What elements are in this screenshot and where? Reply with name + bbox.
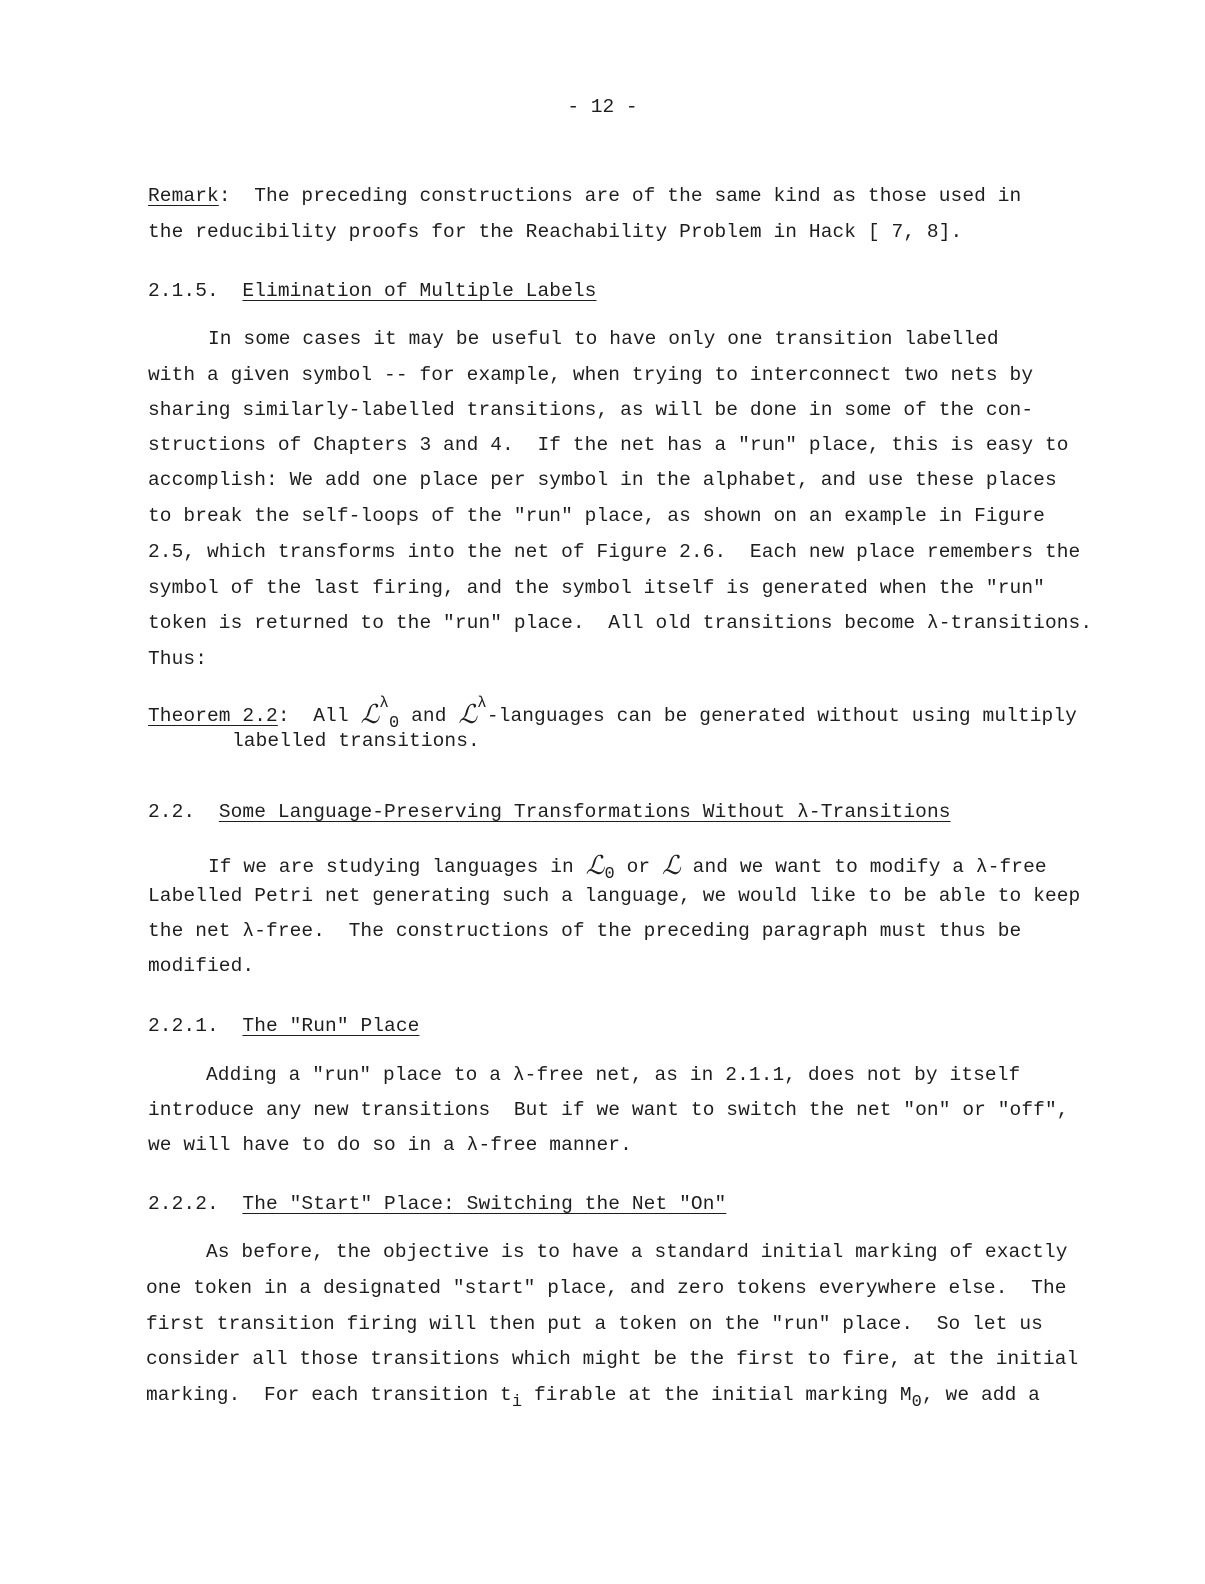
paragraph-line: symbol of the last firing, and the symbol itself is generated when the "run" [148, 577, 1045, 599]
paragraph-line: modified. [148, 955, 255, 977]
section-title: The "Start" Place: Switching the Net "On" [242, 1193, 727, 1215]
section-title: Elimination of Multiple Labels [242, 280, 597, 302]
paragraph-text: or [614, 856, 663, 878]
paragraph-line: Labelled Petri net generating such a language, we would like to be able to keep [148, 885, 1081, 907]
remark-line-1 [148, 185, 1021, 207]
paragraph-line: with a given symbol -- for example, when trying to interconnect two nets by [148, 364, 1034, 386]
paragraph-line: sharing similarly-labelled transitions, as will be done in some of the con- [148, 399, 1034, 421]
paragraph-line: Adding a "run" place to a λ-free net, as in 2.1.1, does not by itself [206, 1064, 1021, 1086]
page-number: - 12 - [567, 96, 638, 118]
section-number: 2.1.5. [148, 280, 219, 302]
section-number: 2.2. [148, 801, 196, 823]
section-title: Some Language-Preserving Transformations Without λ-Transitions [218, 801, 951, 823]
paragraph-line: to break the self-loops of the "run" place, as shown on an example in Figure [148, 505, 1045, 527]
remark-text-1: : The preceding constructions are of the same kind as those used in [218, 185, 1022, 207]
theorem-text: : All [277, 705, 361, 727]
theorem-line-2: labelled transitions. [232, 730, 480, 752]
lambda-superscript: λ [379, 694, 389, 712]
paragraph-text: firable at the initial marking M [522, 1384, 912, 1406]
theorem-text: and [399, 705, 459, 727]
script-l-symbol: ℒ [458, 700, 478, 730]
heading-2-2-2 [148, 1193, 726, 1215]
paragraph-text: If we are studying languages in [208, 856, 586, 878]
paragraph-line: we will have to do so in a λ-free manner. [148, 1134, 632, 1156]
paragraph-line: In some cases it may be useful to have only one transition labelled [208, 328, 999, 350]
paragraph-line: Thus: [148, 648, 208, 670]
paragraph-line [208, 849, 1047, 884]
script-l-symbol: ℒ [360, 700, 380, 730]
script-l-symbol: ℒ [662, 851, 681, 881]
heading-2-1-5 [148, 280, 596, 302]
heading-2-2-1 [148, 1015, 419, 1037]
paragraph-line: 2.5, which transforms into the net of Figure 2.6. Each new place remembers the [148, 541, 1081, 563]
paragraph-line [146, 1384, 1040, 1412]
paragraph-line: structions of Chapters 3 and 4. If the net has a "run" place, this is easy to [148, 434, 1069, 456]
paragraph-line: As before, the objective is to have a standard initial marking of exactly [206, 1241, 1068, 1263]
paragraph-line: accomplish: We add one place per symbol in the alphabet, and use these places [148, 469, 1057, 491]
i-subscript: i [511, 1393, 523, 1412]
paragraph-text: marking. For each transition t [146, 1384, 512, 1406]
paragraph-line: token is returned to the "run" place. All old transitions become λ-transitions. [148, 612, 1093, 634]
paragraph-line: introduce any new transitions But if we want to switch the net "on" or "off", [148, 1099, 1069, 1121]
theorem-line-1 [148, 694, 1077, 733]
section-number: 2.2.1. [148, 1015, 219, 1037]
zero-subscript: 0 [604, 865, 615, 884]
remark-label: Remark [148, 185, 219, 207]
heading-2-2 [148, 801, 951, 823]
paragraph-line: the net λ-free. The constructions of the preceding paragraph must thus be [148, 920, 1022, 942]
section-title: The "Run" Place [242, 1015, 420, 1037]
theorem-label: Theorem 2.2 [148, 705, 278, 727]
paragraph-text: , we add a [921, 1384, 1040, 1406]
zero-subscript: 0 [388, 714, 400, 733]
remark-line-2: the reducibility proofs for the Reachability Problem in Hack [ 7, 8]. [148, 221, 963, 243]
zero-subscript: 0 [911, 1393, 922, 1412]
lambda-superscript: λ [477, 694, 487, 712]
script-l-symbol: ℒ [585, 851, 605, 881]
section-number: 2.2.2. [148, 1193, 219, 1215]
paragraph-text: and we want to modify a λ-free [680, 856, 1047, 878]
paragraph-line: first transition firing will then put a token on the "run" place. So let us [146, 1313, 1043, 1335]
paragraph-line: consider all those transitions which might be the first to fire, at the initial [146, 1348, 1079, 1370]
paragraph-line: one token in a designated "start" place, and zero tokens everywhere else. The [146, 1277, 1067, 1299]
theorem-text: -languages can be generated without using multiply [486, 705, 1077, 727]
